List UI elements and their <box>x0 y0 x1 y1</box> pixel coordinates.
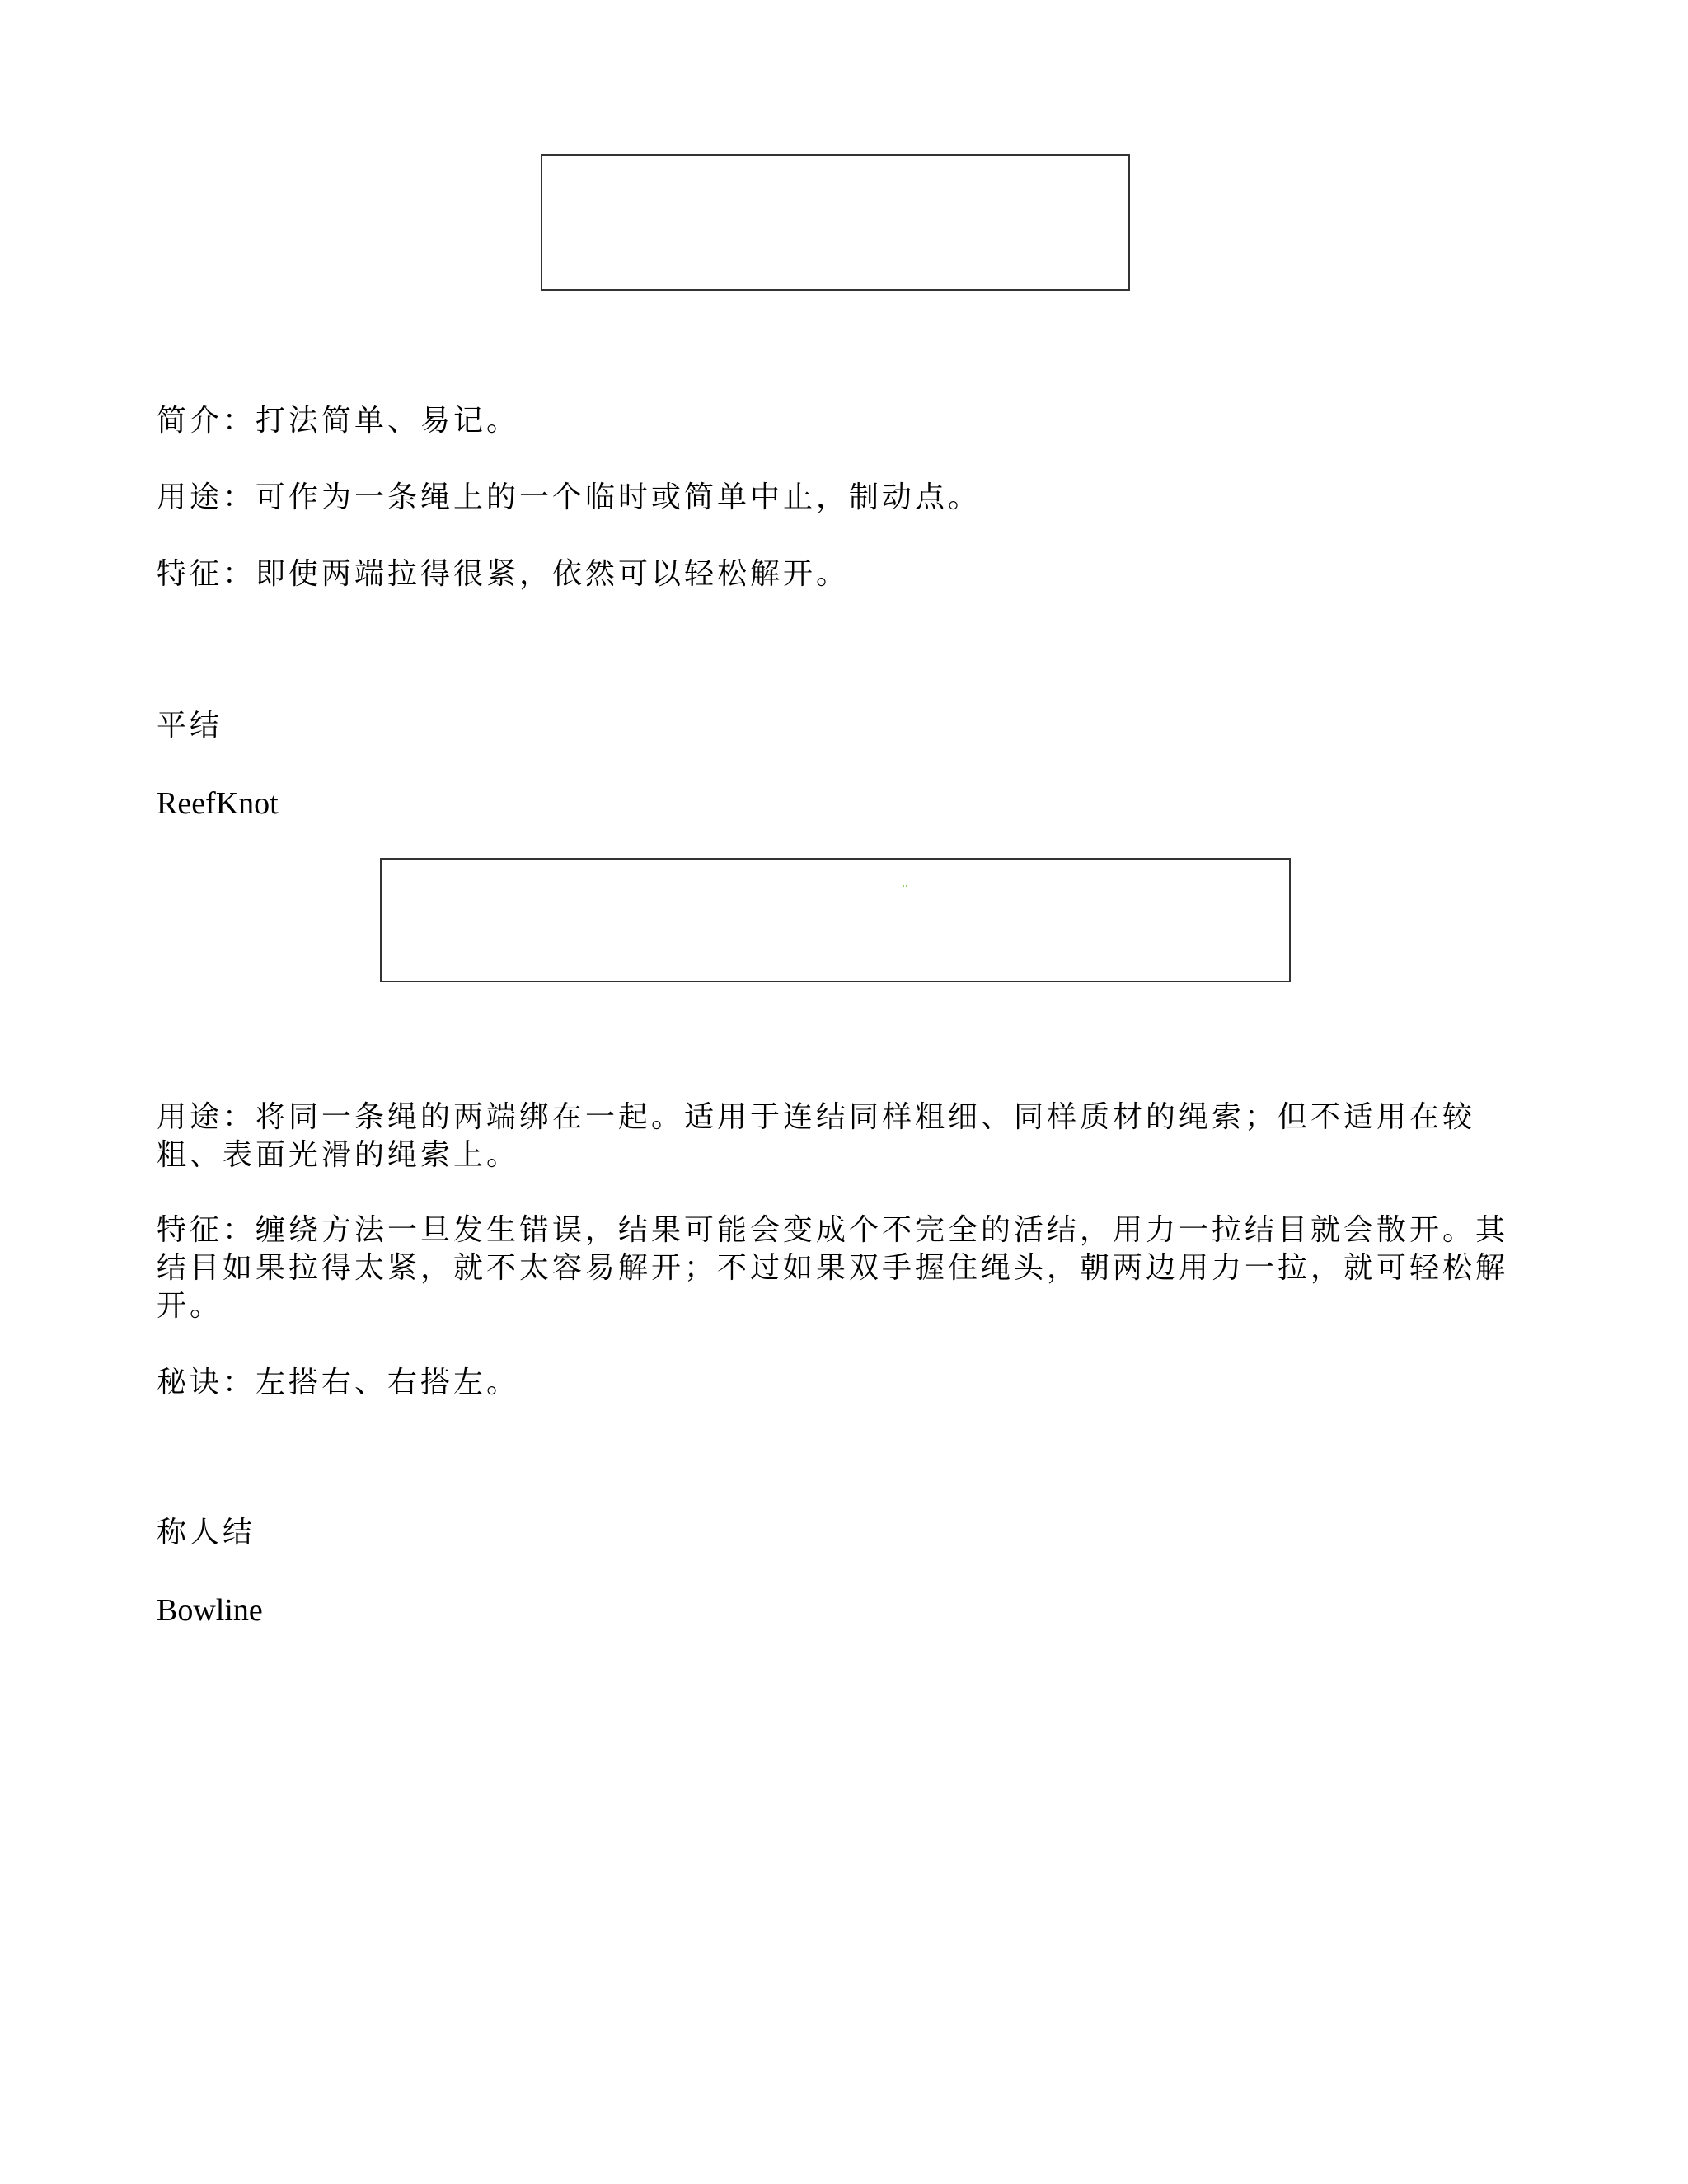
reef-knot-illustration-placeholder <box>380 858 1291 982</box>
reef-knot-feature: 特征：缠绕方法一旦发生错误，结果可能会变成个不完全的活结，用力一拉结目就会散开。其结目如果拉得太紧，就不太容易解开；不过如果双手握住绳头，朝两边用力一拉，就可轻松解开。 <box>157 1213 1509 1323</box>
image-artifact-dots <box>903 876 909 879</box>
bowline-title-en: Bowline <box>157 1593 263 1628</box>
knot-illustration-placeholder <box>541 154 1130 291</box>
intro-feature: 特征：即使两端拉得很紧，依然可以轻松解开。 <box>157 557 850 591</box>
reef-knot-title-cn: 平结 <box>157 709 223 743</box>
reef-knot-title-en: ReefKnot <box>157 786 279 821</box>
intro-summary: 简介：打法简单、易记。 <box>157 404 520 438</box>
reef-knot-tip: 秘诀：左搭右、右搭左。 <box>157 1366 520 1399</box>
bowline-title-cn: 称人结 <box>157 1516 256 1549</box>
intro-usage: 用途：可作为一条绳上的一个临时或简单中止，制动点。 <box>157 480 982 514</box>
reef-knot-usage: 用途：将同一条绳的两端绑在一起。适用于连结同样粗细、同样质材的绳索；但不适用在较粗、表面光滑的绳索上。 <box>157 1100 1476 1172</box>
